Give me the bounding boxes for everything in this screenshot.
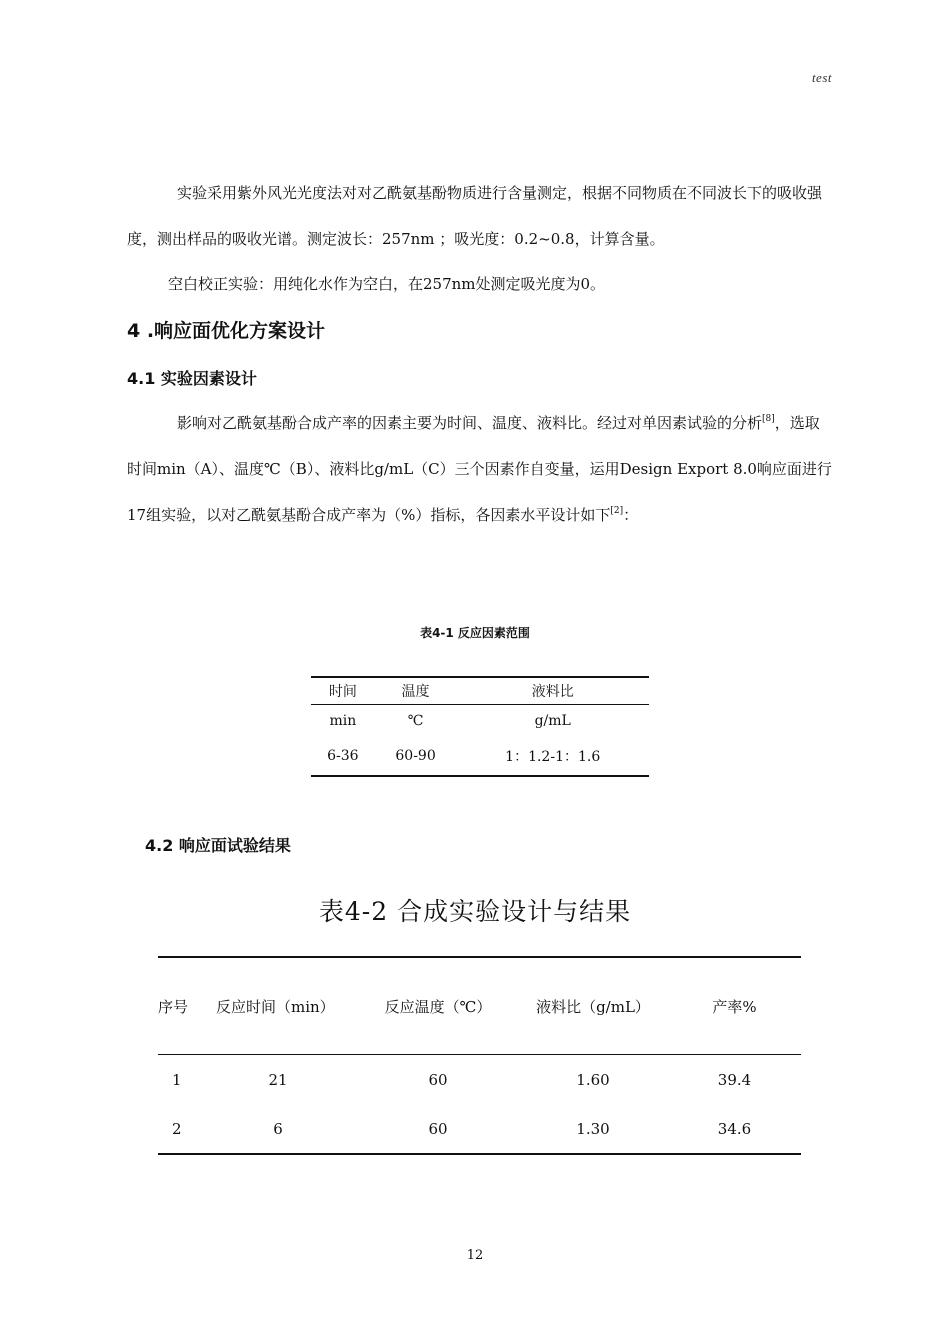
table-cell: 60-90: [375, 737, 457, 776]
table-cell: 1.60: [576, 1070, 610, 1089]
header-cell: 反应时间（min）: [198, 957, 358, 1055]
table-cell: g/mL: [534, 713, 571, 729]
table-cell: 60: [428, 1070, 448, 1089]
table-cell: 39.4: [717, 1070, 752, 1089]
header-cell: 液料比: [456, 677, 649, 705]
citation-ref: [8]: [762, 414, 775, 424]
header-cell: 反应温度（℃）: [358, 957, 518, 1055]
factor-paragraph: [127, 400, 833, 538]
section-heading: 4 .响应面优化方案设计: [127, 320, 326, 342]
table-cell: 6-36: [311, 737, 375, 776]
table-cell: min: [329, 713, 357, 729]
table-cell: 1.30: [518, 1104, 668, 1154]
table-cell: 2: [158, 1104, 198, 1154]
factor-paragraph-text-c: ：: [623, 506, 639, 524]
synthesis-results-table: [158, 956, 801, 1155]
header-cell: 序号: [158, 957, 198, 1055]
table1-caption: 表4-1 反应因素范围: [420, 626, 530, 640]
header-cell: 产率%: [668, 957, 801, 1055]
page-number: 12: [466, 1248, 484, 1263]
blank-correction-paragraph: 空白校正实验：用纯化水作为空白，在257nm处测定吸光度为0。: [168, 275, 606, 293]
table-cell: 34.6: [668, 1104, 801, 1154]
factor-range-table: [311, 676, 649, 777]
table-cell: 21: [268, 1070, 288, 1089]
header-cell: 液料比（g/mL）: [518, 957, 668, 1055]
table-header-row: [311, 677, 649, 705]
citation-ref: [2]: [610, 506, 624, 516]
subsection-heading-4-1: 4.1 实验因素设计: [127, 369, 257, 388]
table-row: [158, 1104, 801, 1154]
table-row: [311, 737, 649, 776]
header-cell: 温度: [375, 677, 457, 705]
table-cell: 1：1.2-1：1.6: [456, 737, 649, 776]
intro-paragraph: 实验采用紫外风光光度法对对乙酰氨基酚物质进行含量测定，根据不同物质在不同波长下的吸收强度，测出样品的吸收光谱。测定波长：257nm ；吸光度：0.2~0.8，计算含量。: [127, 184, 823, 248]
table-cell: 1: [172, 1070, 182, 1089]
table-cell: 6: [198, 1104, 358, 1154]
table-row: [158, 1055, 801, 1105]
header-cell: 时间: [311, 677, 375, 705]
table-header-row: [158, 957, 801, 1055]
subsection-heading-4-2: 4.2 响应面试验结果: [145, 836, 291, 855]
table2-caption: 表4-2 合成实验设计与结果: [318, 897, 632, 926]
header-tag: test: [811, 70, 832, 85]
table-cell: 60: [358, 1104, 518, 1154]
factor-paragraph-text-b: ，选取时间min（A）、温度℃（B）、液料比g/mL（C）三个因素作自变量，运用Design Export 8.0响应面进行17组实验，以对乙酰氨基酚合成产率为（%）指标，各因素水平设计如下: [127, 414, 832, 524]
table-cell: ℃: [407, 713, 424, 729]
table-row: [311, 705, 649, 738]
factor-paragraph-text-a: 影响对乙酰氨基酚合成产率的因素主要为时间、温度、液料比。经过对单因素试验的分析: [177, 414, 763, 432]
